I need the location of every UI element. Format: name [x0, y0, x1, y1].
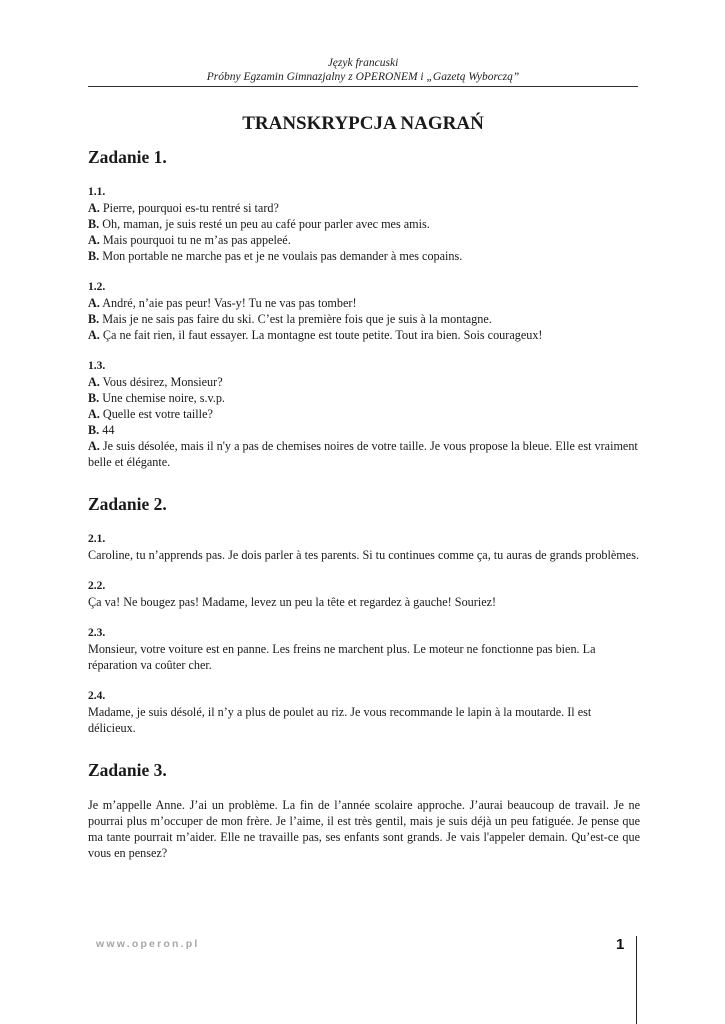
monologue-text: Madame, je suis désolé, il n’y a plus de poulet au riz. Je vous recommande le lapin à la moutarde. Il est délicieux. [88, 705, 592, 735]
task-1 [88, 146, 640, 470]
subtask-2-2 [88, 578, 640, 610]
line-text: André, n’aie pas peur! Vas-y! Tu ne vas pas tomber! [99, 296, 357, 310]
task-heading: Zadanie 3. [88, 760, 167, 780]
header-divider [88, 86, 638, 87]
speaker-label: A. [88, 375, 100, 389]
transcript-content [88, 146, 640, 861]
subtask-number: 1.2. [88, 281, 106, 293]
speaker-label: A. [88, 439, 100, 453]
subtask-2-1 [88, 531, 640, 563]
subtask-2-3 [88, 625, 640, 673]
line-text: Oh, maman, je suis resté un peu au café pour parler avec mes amis. [99, 217, 430, 231]
dialogue-line [88, 327, 640, 343]
line-text: Je suis désolée, mais il n'y a pas de chemises noires de votre taille. Je vous propose la bleue. Elle est vraiment belle et élégante. [88, 439, 638, 469]
subtask-number: 2.2. [88, 580, 106, 592]
line-text: Une chemise noire, s.v.p. [99, 391, 225, 405]
speaker-label: B. [88, 423, 100, 437]
speaker-label: A. [88, 201, 100, 215]
dialogue-line [88, 200, 640, 216]
line-text: Mais pourquoi tu ne m’as pas appeleé. [99, 233, 291, 247]
subtask-1-2 [88, 279, 640, 343]
page-header [88, 56, 638, 84]
task-2 [88, 493, 640, 736]
monologue-text: Ça va! Ne bougez pas! Madame, levez un peu la tête et regardez à gauche! Souriez! [88, 595, 497, 609]
dialogue-line [88, 406, 640, 422]
task-heading: Zadanie 2. [88, 494, 167, 514]
task-3 [88, 759, 640, 861]
dialogue-line [88, 311, 640, 327]
subtask-number: 1.3. [88, 360, 106, 372]
speaker-label: A. [88, 407, 100, 421]
line-text: 44 [99, 423, 115, 437]
subtask-2-4 [88, 688, 640, 736]
monologue-text: Monsieur, votre voiture est en panne. Les freins ne marchent plus. Le moteur ne fonctionne pas bien. La réparation va coûter cher. [88, 642, 596, 672]
speaker-label: B. [88, 249, 100, 263]
monologue-text: Je m’appelle Anne. J’ai un problème. La fin de l’année scolaire approche. J’aurai beaucoup de travail. Je ne pourrai plus m’occuper de mon frère. Je l’aime, il est très gentil, mais je suis déjà un peu fatiguée. Je pense que ma tante pourrait m’aider. Elle ne travaille pas, ses enfants sont grands. Je vais l'appeler demain. Qu’est-ce que vous en pensez? [88, 798, 640, 860]
subtask-number: 2.4. [88, 690, 106, 702]
page-title: TRANSKRYPCJA NAGRAŃ [242, 113, 484, 134]
speaker-label: A. [88, 233, 100, 247]
page-number: 1 [616, 936, 625, 953]
header-exam-title: Próbny Egzamin Gimnazjalny z OPERONEM i „Gazetą Wyborczą” [206, 71, 520, 83]
dialogue-line [88, 438, 640, 470]
speaker-label: B. [88, 391, 100, 405]
line-text: Pierre, pourquoi es-tu rentré si tard? [99, 201, 279, 215]
subtask-number: 2.3. [88, 627, 106, 639]
dialogue-line [88, 374, 640, 390]
dialogue-line [88, 216, 640, 232]
subtask-number: 1.1. [88, 186, 106, 198]
monologue-text: Caroline, tu n’apprends pas. Je dois parler à tes parents. Si tu continues comme ça, tu auras de grands problèmes. [88, 548, 639, 562]
page-number-divider [636, 936, 637, 1024]
footer-url: www.operon.pl [96, 938, 200, 950]
dialogue-line [88, 232, 640, 248]
dialogue-line [88, 422, 640, 438]
speaker-label: B. [88, 312, 100, 326]
subtask-1-3 [88, 358, 640, 470]
line-text: Ça ne fait rien, il faut essayer. La montagne est toute petite. Tout ira bien. Sois courageux! [99, 328, 543, 342]
line-text: Mais je ne sais pas faire du ski. C’est la première fois que je suis à la montagne. [99, 312, 492, 326]
header-subject: Język francuski [327, 57, 399, 69]
subtask-1-1 [88, 184, 640, 264]
line-text: Mon portable ne marche pas et je ne voulais pas demander à mes copains. [99, 249, 463, 263]
speaker-label: A. [88, 296, 100, 310]
speaker-label: A. [88, 328, 100, 342]
dialogue-line [88, 295, 640, 311]
dialogue-line [88, 390, 640, 406]
line-text: Vous désirez, Monsieur? [99, 375, 223, 389]
task-heading: Zadanie 1. [88, 147, 167, 167]
speaker-label: B. [88, 217, 100, 231]
line-text: Quelle est votre taille? [99, 407, 213, 421]
subtask-number: 2.1. [88, 533, 106, 545]
dialogue-line [88, 248, 640, 264]
